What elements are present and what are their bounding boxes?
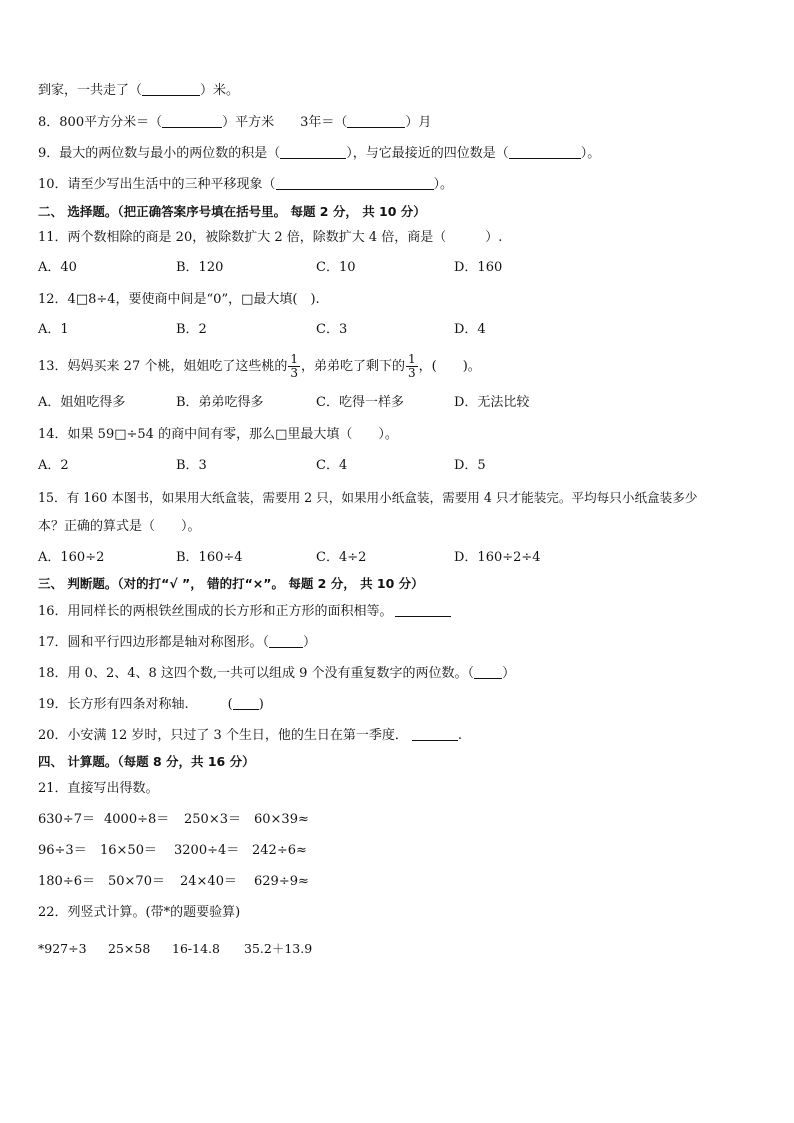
answer-blank[interactable] bbox=[395, 604, 451, 617]
question-15-line-2: 本？正确的算式是（ ）。 bbox=[38, 519, 201, 534]
q13-option-b[interactable]: B．弟弟吃得多 bbox=[176, 395, 264, 410]
q12-option-b[interactable]: B．2 bbox=[176, 322, 207, 337]
q12-option-a[interactable]: A．1 bbox=[38, 322, 69, 337]
vertical-calc-items bbox=[38, 940, 312, 958]
answer-blank[interactable] bbox=[276, 177, 434, 190]
fraction-one-third: $\frac{1}{3}$ bbox=[408, 352, 416, 380]
question-22: 22．列竖式计算。(带*的题要验算) bbox=[38, 905, 241, 920]
q11-option-b[interactable]: B．120 bbox=[176, 260, 224, 275]
answer-blank[interactable] bbox=[347, 115, 405, 128]
calc-item: 3200÷4＝ bbox=[174, 843, 240, 858]
q14-option-c[interactable]: C．4 bbox=[316, 458, 348, 473]
calc-item: 630÷7＝ bbox=[38, 812, 95, 827]
question-14: 14．如果 59□÷54 的商中间有零，那么□里最大填（ ）。 bbox=[38, 427, 398, 442]
question-20: 20．小安满 12 岁时，只过了 3 个生日，他的生日在第一季度． . bbox=[38, 728, 463, 743]
question-19: 19．长方形有四条对称轴. ( ) bbox=[38, 697, 264, 712]
q13-option-d[interactable]: D．无法比较 bbox=[454, 395, 530, 410]
q11-option-d[interactable]: D．160 bbox=[454, 260, 503, 275]
answer-blank[interactable] bbox=[474, 666, 502, 679]
answer-blank[interactable] bbox=[162, 115, 222, 128]
q11-option-a[interactable]: A．40 bbox=[38, 260, 77, 275]
q12-option-d[interactable]: D．4 bbox=[454, 322, 486, 337]
answer-blank[interactable] bbox=[412, 728, 458, 741]
calc-row bbox=[38, 811, 309, 829]
calc-item: 96÷3＝ bbox=[38, 843, 87, 858]
q13-option-a[interactable]: A．姐姐吃得多 bbox=[38, 395, 126, 410]
question-15-line-1: 15．有 160 本图书，如果用大纸盒装，需要用 2 只，如果用小纸盒装，需要用 4 只才能装完。平均每只小纸盒装多少 bbox=[38, 490, 698, 505]
q12-option-c[interactable]: C．3 bbox=[316, 322, 348, 337]
vertical-calc-item: 35.2＋13.9 bbox=[244, 941, 313, 956]
question-8: 8．800平方分米＝（ ）平方米 3年＝（ ）月 bbox=[38, 115, 432, 130]
q14-option-d[interactable]: D．5 bbox=[454, 458, 486, 473]
q11-option-c[interactable]: C．10 bbox=[316, 260, 356, 275]
q15-option-a[interactable]: A．160÷2 bbox=[38, 550, 105, 565]
question-17: 17．圆和平行四边形都是轴对称图形。（ ） bbox=[38, 635, 317, 650]
question-21: 21．直接写出得数。 bbox=[38, 781, 159, 796]
question-11: 11．两个数相除的商是 20，被除数扩大 2 倍，除数扩大 4 倍，商是（ ）. bbox=[38, 230, 503, 245]
question-13: 13．妈妈买来 27 个桃，姐姐吃了这些桃的 $\frac{1}{3}$ ，弟弟吃了剩下的 $\frac{1}{3}$ ，( )。 bbox=[38, 352, 481, 380]
vertical-calc-item: 25×58 bbox=[108, 941, 151, 956]
q15-option-b[interactable]: B．160÷4 bbox=[176, 550, 243, 565]
section-2-heading: 二、 选择题。（把正确答案序号填在括号里。 每题 2 分， 共 10 分） bbox=[38, 204, 426, 219]
fraction-one-third: $\frac{1}{3}$ bbox=[290, 352, 298, 380]
vertical-calc-item: *927÷3 bbox=[38, 941, 87, 956]
calc-row bbox=[38, 842, 307, 860]
q14-option-b[interactable]: B．3 bbox=[176, 458, 207, 473]
calc-item: 242÷6≈ bbox=[252, 843, 307, 858]
calc-item: 16×50＝ bbox=[100, 843, 157, 858]
question-7-continuation: 到家，一共走了（ ）米。 bbox=[38, 83, 240, 98]
section-4-heading: 四、 计算题。（每题 8 分，共 16 分） bbox=[38, 754, 255, 769]
calc-item: 4000÷8＝ bbox=[104, 812, 170, 827]
question-10: 10．请至少写出生活中的三种平移现象（ ）。 bbox=[38, 177, 454, 192]
answer-blank[interactable] bbox=[280, 146, 346, 159]
answer-blank[interactable] bbox=[269, 635, 303, 648]
question-16: 16．用同样长的两根铁丝围成的长方形和正方形的面积相等。 bbox=[38, 603, 451, 621]
calc-row bbox=[38, 873, 309, 891]
calc-item: 629÷9≈ bbox=[254, 874, 309, 889]
question-12: 12．4□8÷4，要使商中间是“0”，□最大填( ). bbox=[38, 292, 320, 307]
answer-blank[interactable] bbox=[509, 146, 581, 159]
question-18: 18．用 0、2、4、8 这四个数,一共可以组成 9 个没有重复数字的两位数。（ ） bbox=[38, 666, 516, 681]
calc-item: 60×39≈ bbox=[254, 812, 309, 827]
answer-blank[interactable] bbox=[142, 83, 200, 96]
calc-item: 180÷6＝ bbox=[38, 874, 95, 889]
calc-item: 50×70＝ bbox=[108, 874, 165, 889]
q13-option-c[interactable]: C．吃得一样多 bbox=[316, 395, 404, 410]
q15-option-c[interactable]: C．4÷2 bbox=[316, 550, 367, 565]
calc-item: 24×40＝ bbox=[180, 874, 237, 889]
section-3-heading: 三、 判断题。（对的打“√ ”， 错的打“×”。 每题 2 分， 共 10 分） bbox=[38, 576, 424, 591]
q15-option-d[interactable]: D．160÷2÷4 bbox=[454, 550, 541, 565]
question-9: 9．最大的两位数与最小的两位数的积是（ ），与它最接近的四位数是（ ）。 bbox=[38, 146, 601, 161]
answer-blank[interactable] bbox=[233, 697, 259, 710]
calc-item: 250×3＝ bbox=[184, 812, 241, 827]
q14-option-a[interactable]: A．2 bbox=[38, 458, 69, 473]
vertical-calc-item: 16-14.8 bbox=[172, 941, 220, 956]
